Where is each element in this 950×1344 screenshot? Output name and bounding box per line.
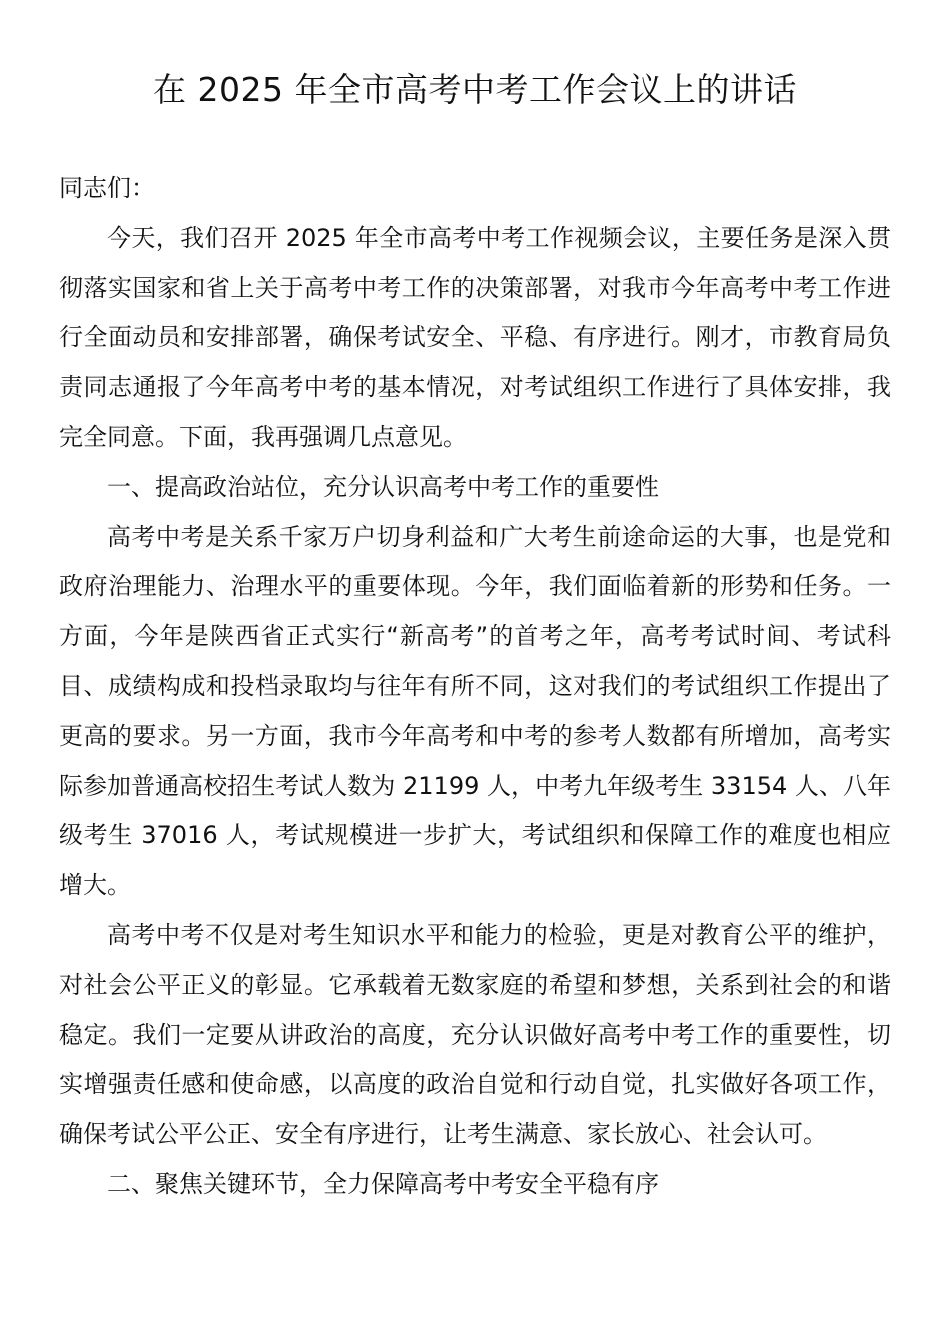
intro-paragraph: 今天，我们召开 2025 年全市高考中考工作视频会议，主要任务是深入贯彻落实国家和省上关于高考中考工作的决策部署，对我市今年高考中考工作进行全面动员和安排部署，确保考试安全、平稳、有序进行。刚才，市教育局负责同志通报了今年高考中考的基本情况，对考试组织工作进行了具体安排，我完全同意。下面，我再强调几点意见。 [59,223,891,451]
document-body [59,164,891,1210]
document-title: 在 2025 年全市高考中考工作会议上的讲话 [153,70,797,109]
body-paragraph-2: 高考中考不仅是对考生知识水平和能力的检验，更是对教育公平的维护，对社会公平正义的彰显。它承载着无数家庭的希望和梦想，关系到社会的和谐稳定。我们一定要从讲政治的高度，充分认识做好高考中考工作的重要性，切实增强责任感和使命感，以高度的政治自觉和行动自觉，扎实做好各项工作，确保考试公平公正、安全有序进行，让考生满意、家长放心、社会认可。 [59,920,891,1149]
salutation: 同志们： [59,174,155,202]
body-paragraph-1: 高考中考是关系千家万户切身利益和广大考生前途命运的大事，也是党和政府治理能力、治理水平的重要体现。今年，我们面临着新的形势和任务。一方面，今年是陕西省正式实行“新高考”的首考之年，高考考试时间、考试科目、成绩构成和投档录取均与往年有所不同，这对我们的考试组织工作提出了更高的要求。另一方面，我市今年高考和中考的参考人数都有所增加，高考实际参加普通高校招生考试人数为 21199 人，中考九年级考生 33154 人、八年级考生 37016 人，考试规模进一步扩大，考试组织和保障工作的难度也相应增大。 [59,522,891,900]
section-heading-2: 二、聚焦关键环节，全力保障高考中考安全平稳有序 [107,1169,659,1198]
section-heading-1: 一、提高政治站位，充分认识高考中考工作的重要性 [107,472,659,501]
